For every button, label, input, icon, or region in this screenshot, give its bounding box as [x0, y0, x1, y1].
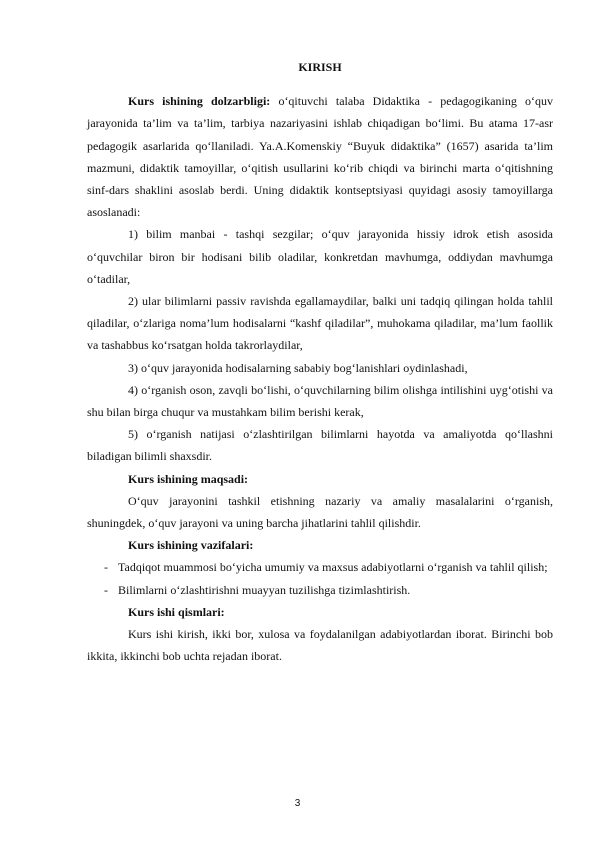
principle-item-4: 4) o‘rganish oson, zavqli bo‘lishi, o‘quvchilarning bilim olishga intilishini uyg‘otishi va shu bilan birga chuqur va mustahkam bilim berishi kerak,: [87, 382, 553, 420]
principle-item-1: 1) bilim manbai - tashqi sezgilar; o‘quv jarayonida hissiy idrok etish asosida o‘quvchilar biron bir hodisani bilib oladilar, konkretdan mavhumga, oddiydan mavhumga o‘tadilar,: [87, 227, 553, 286]
task-text: Tadqiqot muammosi bo‘yicha umumiy va maxsus adabiyotlarni o‘rganish va tahlil qilish;: [118, 560, 548, 575]
goal-text: O‘quv jarayonini tashkil etishning nazariy va amaliy masalalarini o‘rganish, shuningdek, o‘quv jarayoni va uning barcha jihatlarini tahlil qilishdir.: [87, 493, 553, 531]
page-number: 3: [294, 798, 301, 809]
principle-item-5: 5) o‘rganish natijasi o‘zlashtirilgan bilimlarni hayotda va amaliyotda qo‘llashni biladigan bilimli shaxsdir.: [87, 427, 553, 464]
goal-heading: Kurs ishining maqsadi:: [128, 471, 249, 486]
parts-text: Kurs ishi kirish, ikki bor, xulosa va foydalanilgan adabiyotlardan iborat. Birinchi bob ikkita, ikkinchi bob uchta rejadan iborat.: [87, 627, 553, 664]
document-page: [87, 56, 553, 667]
task-text: Bilimlarni o‘zlashtirishni muayyan tuzilishga tizimlashtirish.: [118, 582, 411, 597]
relevance-heading: Kurs ishining dolzarbligi:: [128, 94, 271, 109]
task-item-2: [87, 579, 553, 601]
principle-item-3: 3) o‘quv jarayonida hodisalarning sababiy bog‘lanishlari oydinlashadi,: [128, 360, 468, 375]
page-title: KIRISH: [298, 60, 342, 74]
tasks-heading: Kurs ishining vazifalari:: [128, 538, 254, 553]
principle-item-2: 2) ular bilimlarni passiv ravishda egallamaydilar, balki uni tadqiq qilingan holda tahlil qiladilar, o‘zlariga noma’lum hodisalarni “kashf qiladilar”, muhokama qiladilar, ma’lum faollik va tashabbus ko‘rsatgan holda takrorlaydilar,: [87, 294, 553, 353]
parts-heading: Kurs ishi qismlari:: [128, 604, 225, 619]
task-item-1: [87, 556, 553, 578]
task-dash: -: [104, 582, 108, 597]
task-dash: -: [104, 560, 108, 575]
relevance-text: o‘qituvchi talaba Didaktika - pedagogikaning o‘quv jarayonida ta’lim va ta’lim, tarbiya nazariyasini ishlab chiqadigan bo‘limi. Bu atama 17-asr pedagogik asarlarida qo‘llaniladi. Ya.A.Komenskiy “Buyuk didaktika” (1657) asarida ta’lim mazmuni, didaktik tamoyillar, o‘qitish usullarini ko‘rib chiqdi va birinchi marta o‘qitishning sinf-dars shaklini asoslab berdi. Uning didaktik kontseptsiyasi quyidagi asosiy tamoyillarga asoslanadi:: [87, 94, 554, 220]
relevance-paragraph: [87, 90, 553, 223]
